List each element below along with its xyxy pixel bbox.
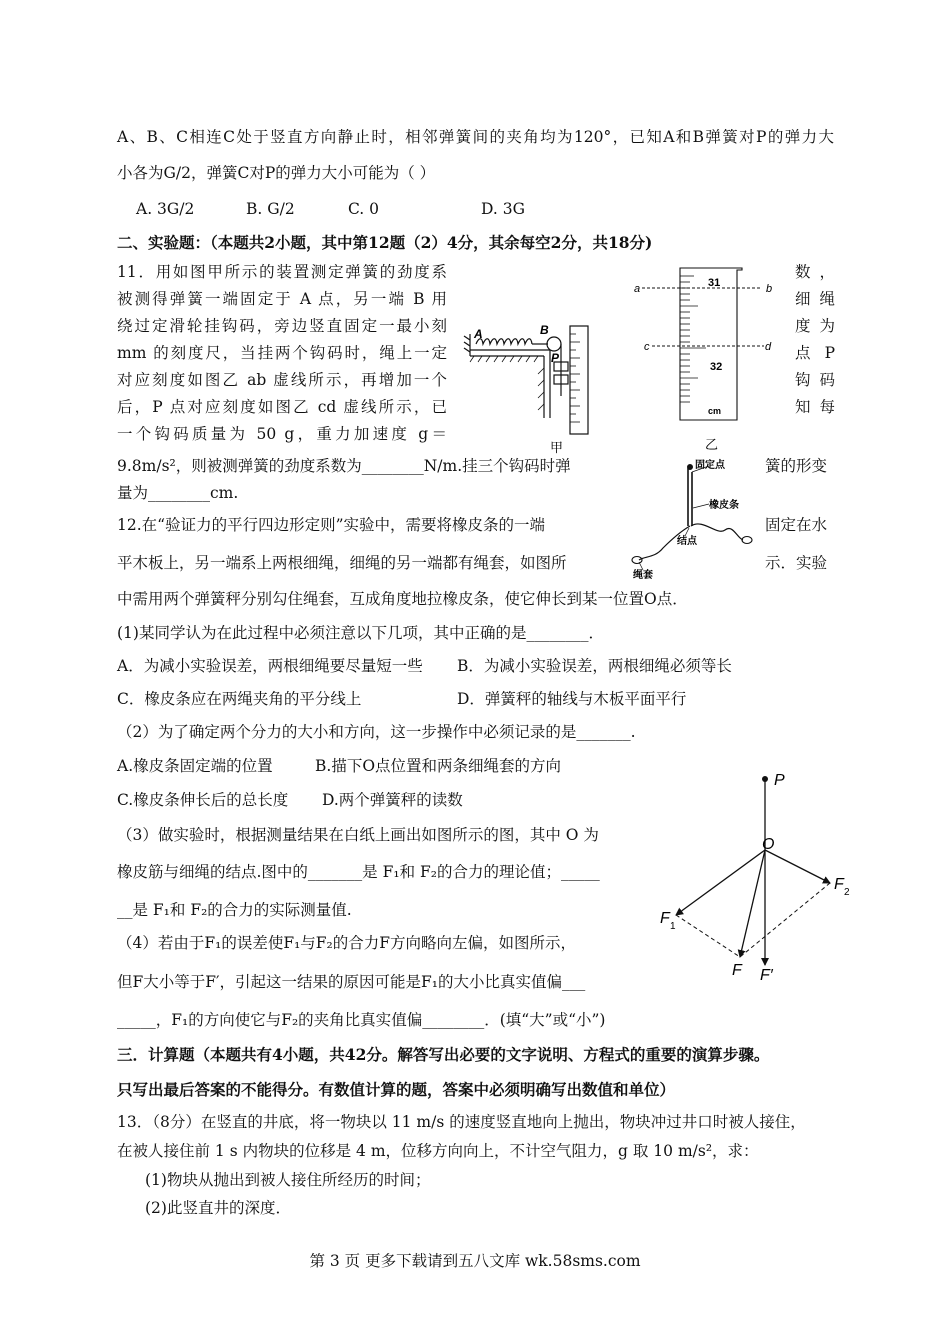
q11-line-4: mm 的刻度尺，当挂两个钩码时，绳上一定 bbox=[117, 344, 447, 362]
yi-mark-32: 32 bbox=[710, 361, 723, 373]
q12-p3-line-1: （3）做实验时，根据测量结果在白纸上画出如图所示的图，其中 O 为 bbox=[117, 826, 599, 844]
q12-p2-option-c: C.橡皮条伸长后的总长度 bbox=[117, 791, 289, 809]
q11-right-1: 数， bbox=[795, 263, 835, 281]
q11-line-2: 被测得弹簧一端固定于 A 点，另一端 B 用 bbox=[117, 290, 447, 308]
q12-p1-option-d: D．弹簧秤的轴线与木板平面平行 bbox=[457, 690, 687, 708]
force-label-f1-sub: 1 bbox=[670, 921, 676, 932]
q11-line-8-right: 簧的形变 bbox=[765, 457, 828, 475]
q10-option-b: B. G/2 bbox=[246, 200, 295, 218]
q11-line-8: 9.8m/s²，则被测弹簧的劲度系数为________N/m.挂三个钩码时弹 bbox=[117, 457, 571, 475]
setup-label-knot: 结点 bbox=[677, 536, 697, 547]
q12-p1-stem: (1)某同学认为在此过程中必须注意以下几项，其中正确的是________． bbox=[117, 624, 604, 642]
force-label-f: F bbox=[732, 962, 742, 979]
setup-label-rubber-band: 橡皮条 bbox=[709, 500, 739, 511]
q12-line-2-right: 示．实验 bbox=[765, 554, 828, 572]
q11-line-5: 对应刻度如图乙 ab 虚线所示，再增加一个 bbox=[117, 371, 447, 389]
q12-p3-line-2: 橡皮筋与细绳的结点.图中的_______是 F₁和 F₂的合力的理论值；_____ bbox=[117, 863, 600, 881]
figure-jia-spring-apparatus bbox=[462, 318, 622, 458]
yi-mark-31: 31 bbox=[708, 277, 721, 289]
q11-right-2: 细绳 bbox=[795, 290, 835, 308]
page-footer: 第 3 页 更多下载请到五八文库 wk.58sms.com bbox=[309, 1252, 641, 1270]
q10-line-2: 小各为G/2，弹簧C对P的弹力大小可能为（ ） bbox=[117, 164, 436, 182]
q12-p2-stem: （2）为了确定两个分力的大小和方向，这一步操作中必须记录的是_______. bbox=[117, 723, 636, 741]
q11-right-3: 度为 bbox=[795, 317, 835, 335]
jia-label-a: A bbox=[474, 327, 483, 341]
q12-p4-line-3: _____，F₁的方向使它与F₂的夹角比真实值偏________．(填“大”或“小”) bbox=[117, 1011, 606, 1029]
q11-right-6: 知每 bbox=[795, 398, 835, 416]
q11-line-9: 量为________cm. bbox=[117, 484, 239, 502]
q12-p2-option-a: A.橡皮条固定端的位置 bbox=[117, 757, 273, 775]
force-label-f2-sub: 2 bbox=[844, 887, 850, 898]
figure-setup-rubber-band bbox=[625, 460, 765, 580]
yi-label-a: a bbox=[634, 283, 641, 295]
q12-line-1-right: 固定在水 bbox=[765, 516, 828, 534]
figure-force-parallelogram bbox=[650, 765, 860, 985]
q12-p4-line-2: 但F大小等于F′，引起这一结果的原因可能是F₁的大小比真实值偏___ bbox=[117, 973, 586, 991]
yi-label-d: d bbox=[765, 341, 772, 353]
q12-p2-option-d: D.两个弹簧秤的读数 bbox=[322, 791, 463, 809]
q12-line-1: 12.在“验证力的平行四边形定则”实验中，需要将橡皮条的一端 bbox=[117, 516, 546, 534]
force-label-f2: F bbox=[834, 876, 844, 893]
q11-line-1: 11．用如图甲所示的装置测定弹簧的劲度系 bbox=[117, 263, 447, 281]
force-label-o: O bbox=[762, 836, 775, 853]
jia-caption: 甲 bbox=[550, 440, 564, 455]
q12-p2-option-b: B.描下O点位置和两条细绳套的方向 bbox=[315, 757, 562, 775]
q12-p4-line-1: （4）若由于F₁的误差使F₁与F₂的合力F方向略向左偏，如图所示， bbox=[117, 934, 577, 952]
yi-label-c: c bbox=[644, 341, 650, 353]
q10-option-a: A. 3G/2 bbox=[136, 200, 195, 218]
yi-label-b: b bbox=[766, 283, 773, 295]
q12-line-2: 平木板上，另一端系上两根细绳，细绳的另一端都有绳套，如图所 bbox=[117, 554, 567, 572]
force-label-f-prime: F′ bbox=[760, 967, 773, 984]
yi-unit-cm: cm bbox=[708, 406, 722, 416]
q12-line-3: 中需用两个弹簧秤分别勾住绳套，互成角度地拉橡皮条，使它伸长到某一位置O点． bbox=[117, 590, 688, 608]
q11-line-7: 一个钩码质量为 50 g，重力加速度 g＝ bbox=[117, 425, 447, 443]
q13-sub-1: (1)物块从抛出到被人接住所经历的时间； bbox=[145, 1171, 431, 1189]
q10-option-d: D. 3G bbox=[481, 200, 525, 218]
q10-line-1: A、B、C相连C处于竖直方向静止时，相邻弹簧间的夹角均为120°，已知A和B弹簧对P的弹力大 bbox=[117, 128, 834, 146]
q12-p1-option-c: C．橡皮条应在两绳夹角的平分线上 bbox=[117, 690, 362, 708]
q13-line-1: 13．（8分）在竖直的井底，将一物块以 11 m/s 的速度竖直地向上抛出，物块冲过井口时被人接住， bbox=[117, 1113, 806, 1131]
q10-option-c: C. 0 bbox=[348, 200, 380, 218]
q11-right-4: 点 P bbox=[795, 344, 835, 362]
q12-p1-option-a: A．为减小实验误差，两根细绳要尽量短一些 bbox=[117, 657, 423, 675]
yi-caption: 乙 bbox=[705, 437, 719, 452]
q12-p3-line-3: __是 F₁和 F₂的合力的实际测量值. bbox=[117, 901, 352, 919]
force-label-p: P bbox=[774, 772, 785, 789]
figure-yi-ruler bbox=[632, 268, 782, 458]
q11-right-5: 钩码 bbox=[795, 371, 835, 389]
q13-sub-2: (2)此竖直井的深度． bbox=[145, 1199, 291, 1217]
force-label-f1: F bbox=[660, 910, 670, 927]
jia-label-p: P bbox=[551, 351, 560, 365]
jia-label-b: B bbox=[540, 323, 549, 337]
q11-line-6: 后，P 点对应刻度如图乙 cd 虚线所示，已 bbox=[117, 398, 447, 416]
q13-line-2: 在被人接住前 1 s 内物块的位移是 4 m，位移方向向上，不计空气阻力，g 取 10 m/s²，求： bbox=[117, 1142, 759, 1160]
section-2-heading: 二、实验题：（本题共2小题，其中第12题（2）4分，其余每空2分，共18分) bbox=[117, 233, 653, 252]
section-3-heading-line-1: 三．计算题（本题共有4小题，共42分。解答写出必要的文字说明、方程式的重要的演算步骤。 bbox=[117, 1045, 770, 1064]
setup-label-loop: 绳套 bbox=[633, 570, 653, 581]
q11-line-3: 绕过定滑轮挂钩码，旁边竖直固定一最小刻 bbox=[117, 317, 447, 335]
q12-p1-option-b: B．为减小实验误差，两根细绳必须等长 bbox=[457, 657, 732, 675]
section-3-heading-line-2: 只写出最后答案的不能得分。有数值计算的题，答案中必须明确写出数值和单位） bbox=[117, 1080, 676, 1099]
setup-label-fixed-point: 固定点 bbox=[695, 460, 725, 471]
